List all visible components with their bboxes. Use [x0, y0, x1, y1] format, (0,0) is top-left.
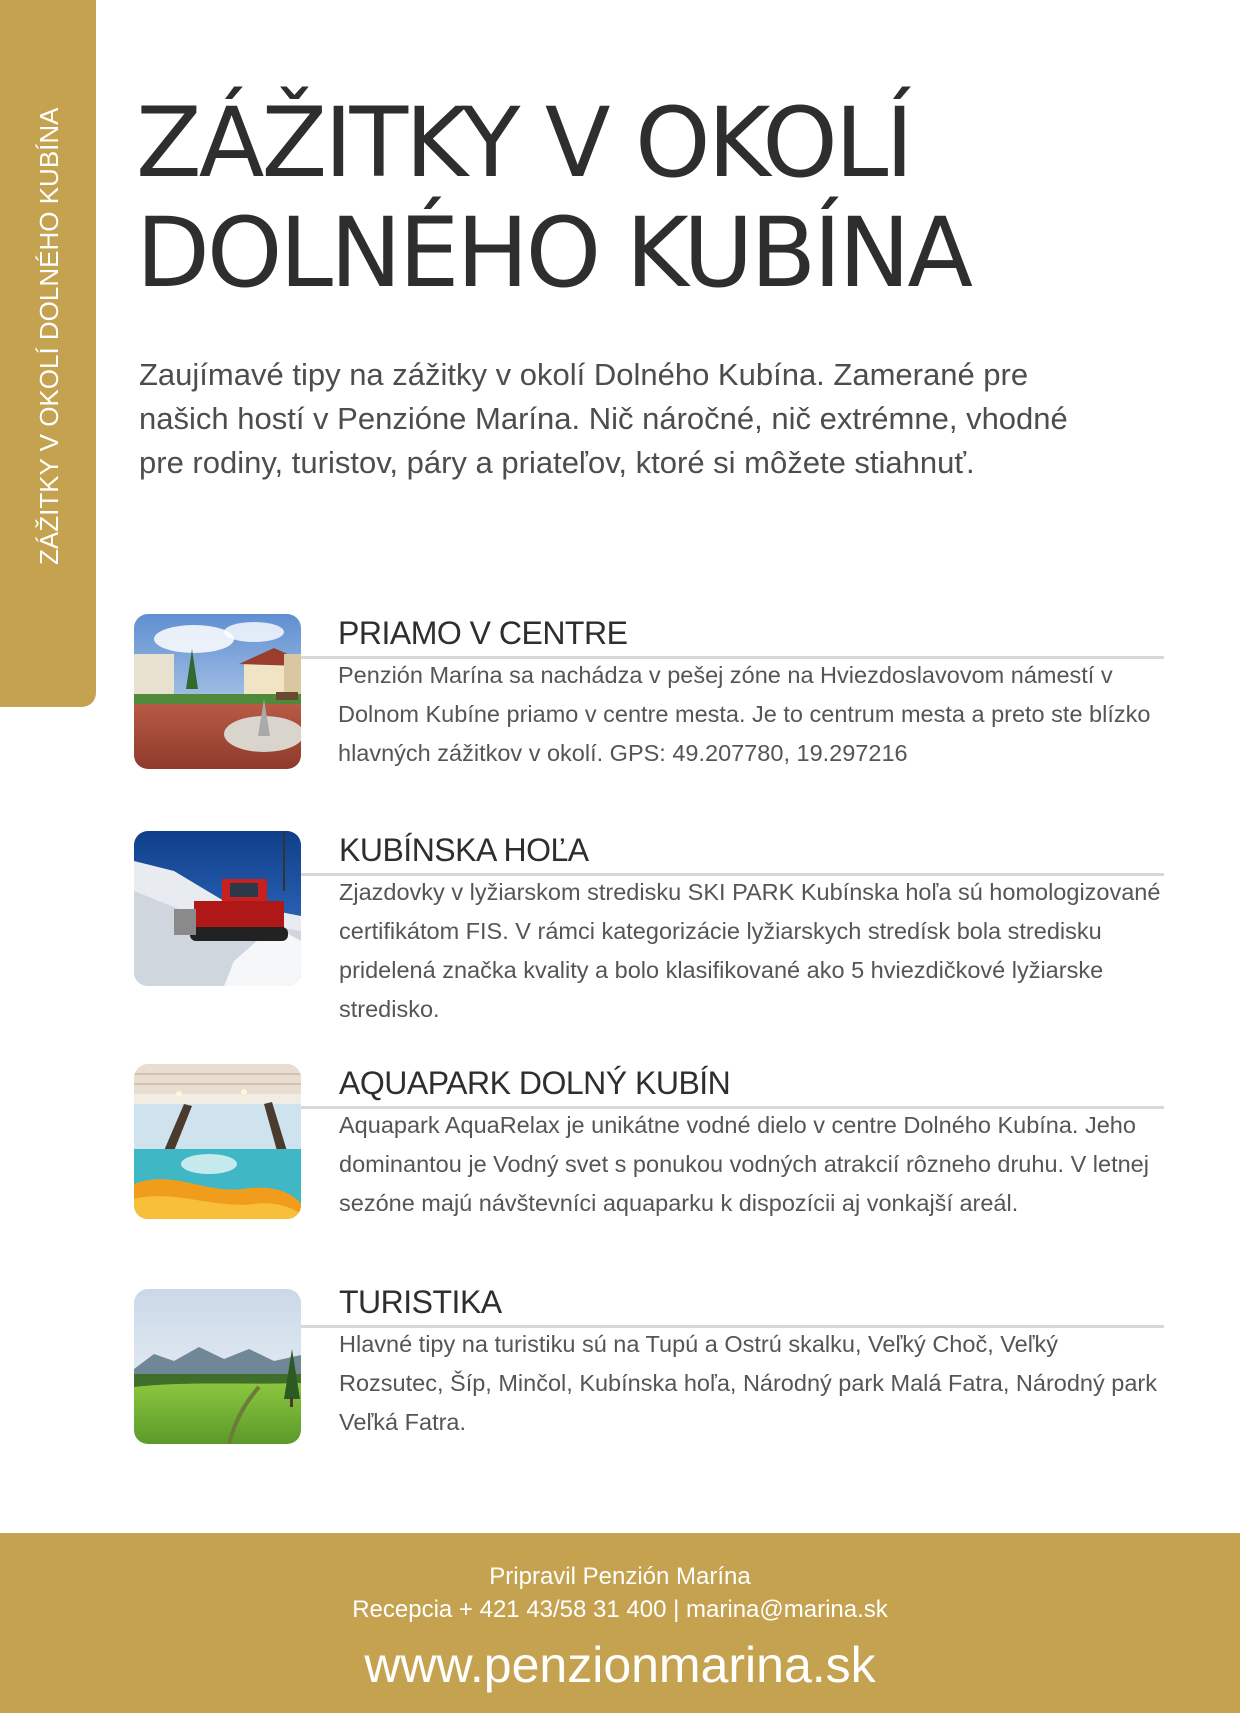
item-description: Penzión Marína sa nachádza v pešej zóne na Hviezdoslavovom námestí v Dolnom Kubíne priamo v centre mesta. Je to centrum mesta a preto ste blízko hlavných zážitkov v okolí. GPS: 49.207780, 19.297216 [338, 662, 1151, 766]
snow-groomer-photo [134, 831, 301, 986]
sidebar-label: ZÁŽITKY V OKOLÍ DOLNÉHO KUBÍNA [34, 107, 64, 565]
list-item-aquapark [134, 1064, 1164, 1264]
item-title: KUBÍNSKA HOĽA [339, 832, 589, 868]
footer-contact: Recepcia + 421 43/58 31 400 | marina@marina.sk [352, 1596, 888, 1623]
footer-prepared-by: Pripravil Penzión Marína [489, 1563, 751, 1590]
page-title [136, 88, 970, 308]
item-description: Zjazdovky v lyžiarskom stredisku SKI PARK Kubínska hoľa sú homologizované certifikátom FIS. V rámci kategorizácie lyžiarskych stredísk bola stredisku pridelená značka kvality a bolo klasifikované ako 5 hviezdičkové lyžiarske stredisko. [339, 879, 1161, 1022]
sidebar-tab [0, 0, 96, 707]
footer [0, 1533, 1240, 1713]
town-square-photo [134, 614, 301, 769]
item-title: AQUAPARK DOLNÝ KUBÍN [339, 1065, 731, 1101]
footer-website-link[interactable]: www.penzionmarina.sk [364, 1637, 876, 1693]
mountain-meadow-photo [134, 1289, 301, 1444]
page-title-line2: DOLNÉHO KUBÍNA [136, 197, 970, 309]
item-description: Aquapark AquaRelax je unikátne vodné dielo v centre Dolného Kubína. Jeho dominantou je Vodný svet s ponukou vodných atrakcií rôzneho druhu. V letnej sezóne majú návštevníci aquaparku k dispozícii aj vonkajší areál. [339, 1112, 1149, 1216]
item-title: TURISTIKA [339, 1284, 502, 1320]
list-item-kubinska-hola [134, 831, 1164, 1031]
item-description: Hlavné tipy na turistiku sú na Tupú a Ostrú skalku, Veľký Choč, Veľký Rozsutec, Šíp, Minčol, Kubínska hoľa, Národný park Malá Fatra, Národný park Veľká Fatra. [339, 1331, 1157, 1435]
list-item-turistika [134, 1284, 1164, 1449]
item-title: PRIAMO V CENTRE [338, 615, 628, 651]
intro-text: Zaujímavé tipy na zážitky v okolí Dolného Kubína. Zamerané pre našich hostí v Penzióne Marína. Nič náročné, nič extrémne, vhodné pre rodiny, turistov, páry a priateľov, ktoré si môžete stiahnuť. [139, 357, 1068, 480]
aquapark-photo [134, 1064, 301, 1219]
page-title-line1: ZÁŽITKY V OKOLÍ [136, 87, 911, 199]
list-item-center [134, 614, 1164, 774]
